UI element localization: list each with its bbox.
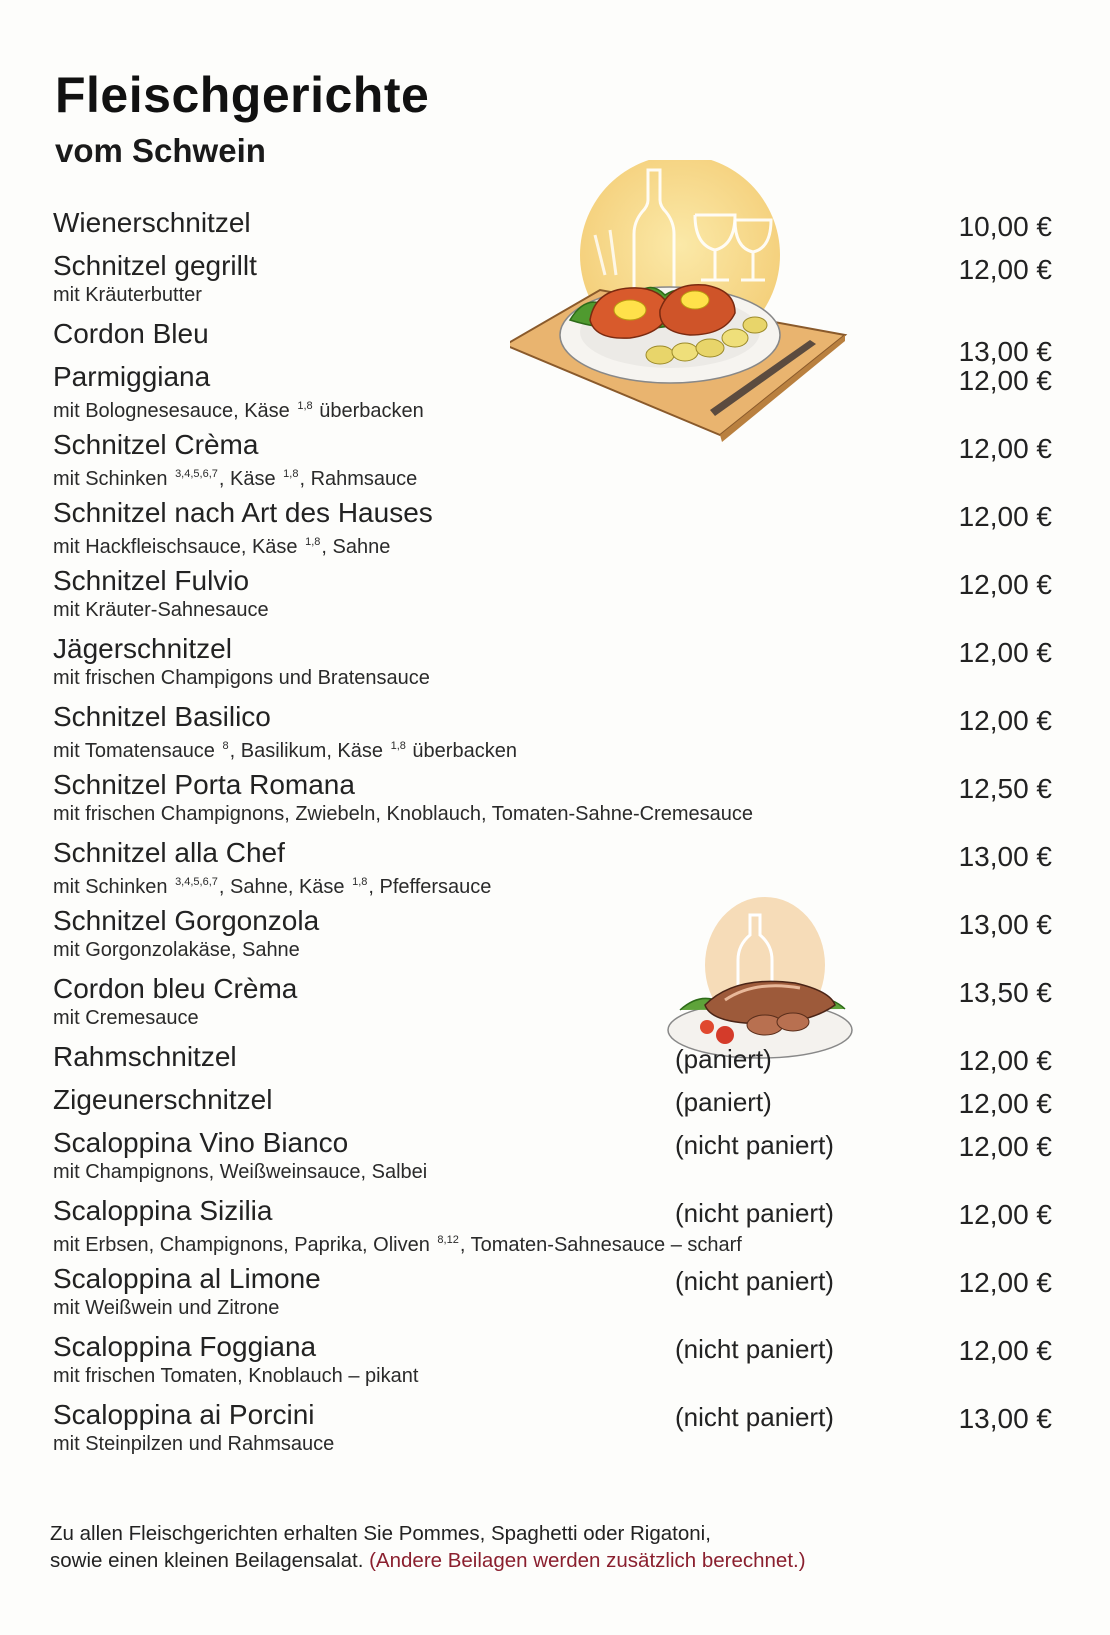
- dish-name: Schnitzel nach Art des Hauses: [53, 497, 433, 528]
- dish-name: Schnitzel gegrillt: [53, 250, 257, 281]
- dish-price: 13,00 €: [958, 909, 1052, 940]
- dish-price: 13,00 €: [958, 841, 1052, 872]
- dish-description: mit Gorgonzolakäse, Sahne: [53, 939, 300, 961]
- dish-price: 12,50 €: [958, 773, 1052, 804]
- dish-price: 12,00 €: [958, 365, 1052, 396]
- dish-description: mit Steinpilzen und Rahmsauce: [53, 1433, 335, 1455]
- dish-description: mit Weißwein und Zitrone: [53, 1297, 280, 1319]
- dish-note: (nicht paniert): [675, 1266, 834, 1296]
- dish-description: mit Schinken $^{3,4,5,6,7}$, Sahne, Käse $^{1,8}$, Pfeffersauce: [53, 876, 492, 898]
- dish-description: mit Tomatensauce $^8$, Basilikum, Käse $^{1,8}$ überbacken: [53, 740, 517, 762]
- dish-name: Schnitzel Basilico: [53, 701, 271, 732]
- dish-price: 12,00 €: [958, 1131, 1052, 1162]
- dish-price: 13,00 €: [958, 1403, 1052, 1434]
- dish-price: 12,00 €: [958, 1267, 1052, 1298]
- footer-line-2: sowie einen kleinen Beilagensalat. (Andere Beilagen werden zusätzlich berechnet.): [50, 1549, 806, 1572]
- dish-note: (nicht paniert): [675, 1130, 834, 1160]
- dish-description: mit frischen Champignons, Zwiebeln, Knoblauch, Tomaten-Sahne-Cremesauce: [53, 803, 753, 825]
- dish-name: Schnitzel alla Chef: [53, 837, 285, 868]
- dish-price: 12,00 €: [958, 705, 1052, 736]
- dish-price: 12,00 €: [958, 1088, 1052, 1119]
- dish-name: Scaloppina Sizilia: [53, 1195, 273, 1226]
- dish-name: Rahmschnitzel: [53, 1041, 237, 1072]
- dish-description: mit Schinken $^{3,4,5,6,7}$, Käse $^{1,8}$, Rahmsauce: [53, 468, 418, 490]
- page-subtitle: vom Schwein: [55, 132, 266, 169]
- dish-note: (nicht paniert): [675, 1198, 834, 1228]
- dish-price: 12,00 €: [958, 1045, 1052, 1076]
- dish-name: Scaloppina Vino Bianco: [53, 1127, 349, 1158]
- dish-price: 12,00 €: [958, 1199, 1052, 1230]
- dish-description: mit Kräuterbutter: [53, 284, 202, 306]
- dish-description: mit frischen Champigons und Bratensauce: [53, 667, 430, 689]
- dish-note: (paniert): [675, 1087, 772, 1117]
- dish-description: mit Bolognesesauce, Käse $^{1,8}$ überbacken: [53, 400, 424, 422]
- footer-line-1: Zu allen Fleischgerichten erhalten Sie Pommes, Spaghetti oder Rigatoni,: [50, 1522, 711, 1545]
- dish-name: Scaloppina al Limone: [53, 1263, 321, 1294]
- page-title: Fleischgerichte: [55, 67, 430, 123]
- dish-name: Scaloppina Foggiana: [53, 1331, 317, 1362]
- schnitzel-plate-illustration: [510, 160, 885, 460]
- dish-price: 13,50 €: [958, 977, 1052, 1008]
- dish-description: mit Kräuter-Sahnesauce: [53, 599, 269, 621]
- dish-name: Schnitzel Fulvio: [53, 565, 250, 596]
- dish-name: Schnitzel Crèma: [53, 429, 259, 460]
- dish-name: Scaloppina ai Porcini: [53, 1399, 315, 1430]
- dish-note: (nicht paniert): [675, 1334, 834, 1364]
- dish-price: 12,00 €: [958, 569, 1052, 600]
- dish-name: Cordon Bleu: [53, 318, 209, 349]
- dish-name: Schnitzel Gorgonzola: [53, 905, 320, 936]
- dish-description: mit Erbsen, Champignons, Paprika, Oliven $^{8,12}$, Tomaten-Sahnesauce – scharf: [53, 1234, 742, 1256]
- dish-note: (paniert): [675, 1044, 772, 1074]
- extra-charge-note: (Andere Beilagen werden zusätzlich berechnet.): [369, 1549, 806, 1572]
- dish-price: 10,00 €: [958, 211, 1052, 242]
- dish-description: mit Champignons, Weißweinsauce, Salbei: [53, 1161, 428, 1183]
- dish-name: Wienerschnitzel: [53, 207, 251, 238]
- dish-description: mit frischen Tomaten, Knoblauch – pikant: [53, 1365, 419, 1387]
- dish-name: Zigeunerschnitzel: [53, 1084, 273, 1115]
- dish-price: 13,00 €: [958, 336, 1052, 367]
- dish-description: mit Hackfleischsauce, Käse $^{1,8}$, Sahne: [53, 536, 391, 558]
- dish-price: 12,00 €: [958, 433, 1052, 464]
- dish-price: 12,00 €: [958, 1335, 1052, 1366]
- dish-description: mit Cremesauce: [53, 1007, 199, 1029]
- dish-name: Cordon bleu Crèma: [53, 973, 298, 1004]
- dish-name: Schnitzel Porta Romana: [53, 769, 355, 800]
- dish-note: (nicht paniert): [675, 1402, 834, 1432]
- dish-name: Jägerschnitzel: [53, 633, 232, 664]
- side-dish-note: [50, 1520, 806, 1574]
- dish-price: 12,00 €: [958, 501, 1052, 532]
- dish-price: 12,00 €: [958, 637, 1052, 668]
- dish-price: 12,00 €: [958, 254, 1052, 285]
- dish-name: Parmiggiana: [53, 361, 211, 392]
